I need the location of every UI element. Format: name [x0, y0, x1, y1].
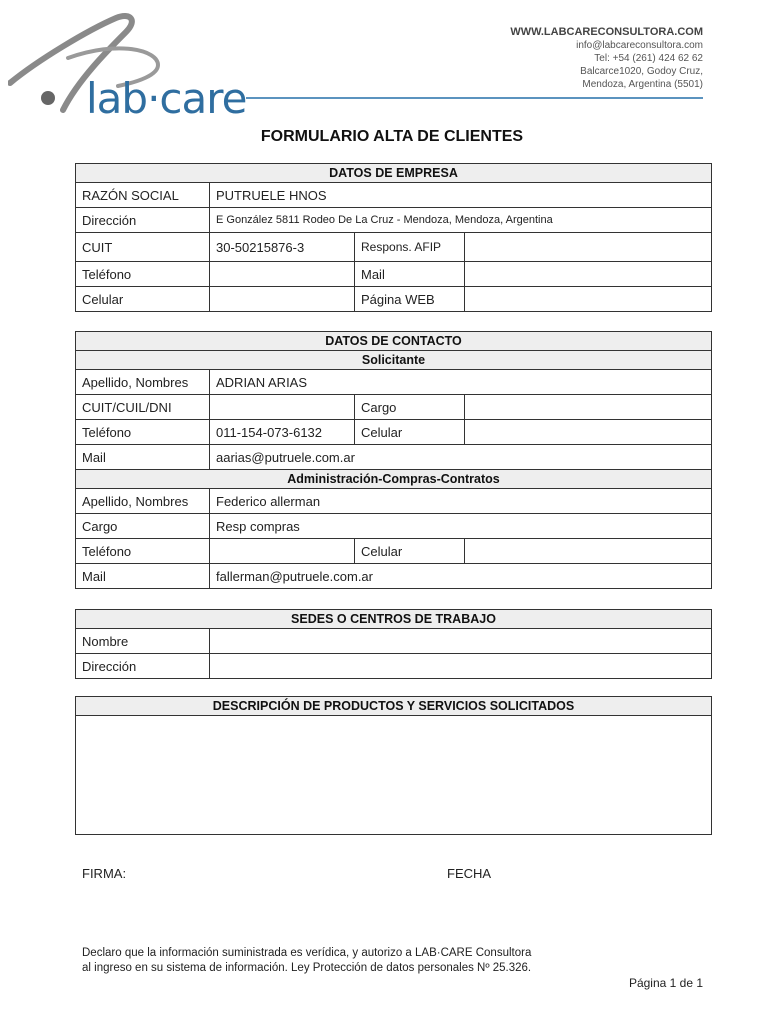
site-name-field[interactable]: [210, 629, 712, 654]
company-mobile-field[interactable]: [210, 287, 355, 312]
logo-text: lab·care: [86, 74, 247, 123]
section-header: SEDES O CENTROS DE TRABAJO: [76, 610, 712, 629]
subsection-header: Solicitante: [76, 351, 712, 370]
date-label: FECHA: [447, 866, 492, 881]
admin-phone-field[interactable]: [210, 539, 355, 564]
section-header: DATOS DE EMPRESA: [76, 164, 712, 183]
company-name-field[interactable]: PUTRUELE HNOS: [210, 183, 712, 208]
field-label: Teléfono: [76, 262, 210, 287]
company-address-field[interactable]: E González 5811 Rodeo De La Cruz - Mendoza, Mendoza, Argentina: [210, 208, 712, 233]
declaration-line: al ingreso en su sistema de información. Ley Protección de datos personales Nº 25.326.: [82, 962, 532, 974]
requester-name-field[interactable]: ADRIAN ARIAS: [210, 370, 712, 395]
field-label: Cargo: [355, 395, 465, 420]
company-email[interactable]: info@labcareconsultora.com: [576, 40, 703, 51]
field-label: Apellido, Nombres: [76, 489, 210, 514]
company-phone: Tel: +54 (261) 424 62 62: [594, 53, 703, 64]
requester-mobile-field[interactable]: [465, 420, 712, 445]
requester-phone-field[interactable]: 011-154-073-6132: [210, 420, 355, 445]
contact-data-table: [75, 331, 712, 589]
field-label: Dirección: [76, 654, 210, 679]
company-website-field[interactable]: [465, 287, 712, 312]
services-description-table: [75, 696, 712, 835]
admin-position-field[interactable]: Resp compras: [210, 514, 712, 539]
field-label: Respons. AFIP: [355, 233, 465, 262]
field-label: Apellido, Nombres: [76, 370, 210, 395]
field-label: Mail: [76, 445, 210, 470]
company-contact-block: [510, 26, 703, 91]
field-label: Dirección: [76, 208, 210, 233]
declaration-line: Declaro que la información suministrada es verídica, y autorizo a LAB·CARE Consultora: [82, 947, 532, 959]
admin-name-field[interactable]: Federico allerman: [210, 489, 712, 514]
field-label: Teléfono: [76, 539, 210, 564]
requester-id-field[interactable]: [210, 395, 355, 420]
company-address-line1: Balcarce1020, Godoy Cruz,: [580, 66, 703, 77]
field-label: CUIT: [76, 233, 210, 262]
labcare-logo: [8, 10, 248, 123]
declaration-text: [82, 946, 531, 976]
company-cuit-field[interactable]: 30-50215876-3: [210, 233, 355, 262]
company-phone-field[interactable]: [210, 262, 355, 287]
field-label: Página WEB: [355, 287, 465, 312]
admin-mobile-field[interactable]: [465, 539, 712, 564]
section-header: DESCRIPCIÓN DE PRODUCTOS Y SERVICIOS SOLICITADOS: [76, 697, 712, 716]
header-divider: [246, 97, 703, 99]
company-email-field[interactable]: [465, 262, 712, 287]
field-label: CUIT/CUIL/DNI: [76, 395, 210, 420]
field-label: Nombre: [76, 629, 210, 654]
field-label: Mail: [355, 262, 465, 287]
section-header: DATOS DE CONTACTO: [76, 332, 712, 351]
signature-label: FIRMA:: [82, 866, 127, 881]
field-label: Mail: [76, 564, 210, 589]
company-website[interactable]: WWW.LABCARECONSULTORA.COM: [510, 26, 703, 38]
admin-email-field[interactable]: fallerman@putruele.com.ar: [210, 564, 712, 589]
afip-responsibility-field[interactable]: [465, 233, 712, 262]
form-title: FORMULARIO ALTA DE CLIENTES: [260, 128, 524, 145]
work-sites-table: [75, 609, 712, 679]
requester-position-field[interactable]: [465, 395, 712, 420]
field-label: Teléfono: [76, 420, 210, 445]
field-label: Celular: [76, 287, 210, 312]
field-label: Celular: [355, 539, 465, 564]
company-data-table: [75, 163, 712, 312]
site-address-field[interactable]: [210, 654, 712, 679]
field-label: Cargo: [76, 514, 210, 539]
field-label: Celular: [355, 420, 465, 445]
subsection-header: Administración-Compras-Contratos: [76, 470, 712, 489]
requester-email-field[interactable]: aarias@putruele.com.ar: [210, 445, 712, 470]
field-label: RAZÓN SOCIAL: [76, 183, 210, 208]
services-description-field[interactable]: [76, 716, 712, 835]
page-number: Página 1 de 1: [628, 976, 703, 990]
company-address-line2: Mendoza, Argentina (5501): [582, 79, 703, 90]
